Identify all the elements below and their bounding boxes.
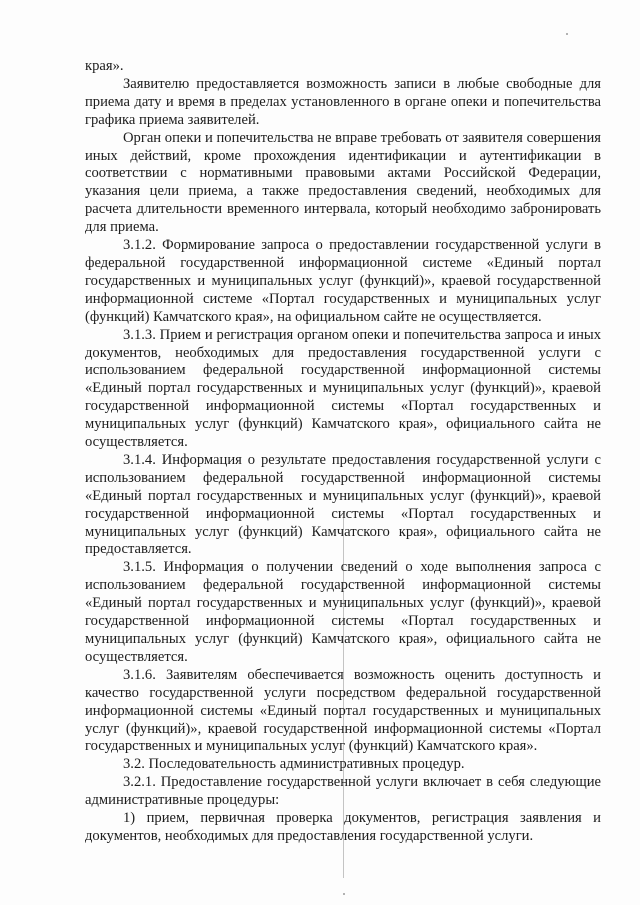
paragraph-3-1-5: 3.1.5. Информация о получении сведений о ходе выполнения запроса с использованием федеральной государственной информационной системы «Единый портал государственных и муниципальных услуг (функций)», краевой государственной информационной системы «Портал государственных и муниципальных услуг (функций) Камчатского края», официального сайта не осуществляется. xyxy=(85,559,601,665)
scan-artifact-line xyxy=(343,518,344,878)
paragraph-continuation: края». xyxy=(85,58,124,74)
scan-speck xyxy=(566,33,568,35)
paragraph-appointment-booking: Заявителю предоставляется возможность записи в любые свободные для приема дату и время в пределах установленного в органе опеки и попечительства графика приема заявителей. xyxy=(85,75,601,128)
paragraph-item-1: 1) прием, первичная проверка документов, регистрация заявления и документов, необходимых для предоставления государственной услуги. xyxy=(85,810,601,844)
paragraph-3-1-2: 3.1.2. Формирование запроса о предоставлении государственной услуги в федеральной государственной информационной системе «Единый портал государственных и муниципальных услуг (функций)», краевой государственной информационной системе «Портал государственных и муниципальных услуг (функций) Камчатского края», на официальном сайте не осуществляется. xyxy=(85,237,601,325)
paragraph-3-2-1: 3.2.1. Предоставление государственной услуги включает в себя следующие административные процедуры: xyxy=(85,774,601,809)
scan-speck xyxy=(343,893,345,895)
paragraph-3-1-3: 3.1.3. Прием и регистрация органом опеки и попечительства запроса и иных документов, необходимых для предоставления государственной услуги с использованием федеральной государственной информационной системы «Единый портал государственных и муниципальных услуг (функций)», краевой государственной информационной системы «Портал государственных и муниципальных услуг (функций) Камчатского края», официального сайта не осуществляется. xyxy=(85,326,601,451)
paragraph-3-2: 3.2. Последовательность административных процедур. xyxy=(123,756,465,773)
paragraph-no-extra-actions: Орган опеки и попечительства не вправе требовать от заявителя совершения иных действий, кроме прохождения идентификации и аутентификации в соответствии с нормативными правовыми актами Российской Федерации, указания цели приема, а также предоставления сведений, необходимых для расчета длительности временного интервала, который необходимо забронировать для приема. xyxy=(85,129,601,236)
paragraph-3-1-4: 3.1.4. Информация о результате предоставления государственной услуги с использованием федеральной государственной информационной системы «Единый портал государственных и муниципальных услуг (функций)», краевой государственной информационной системы «Портал государственных и муниципальных услуг (функций) Камчатского края», официального сайта не предоставляется. xyxy=(85,451,601,558)
paragraph-3-1-6: 3.1.6. Заявителям обеспечивается возможность оценить доступность и качество государственной услуги посредством федеральной государственной информационной системы «Единый портал государственных и муниципальных услуг (функций)», краевой государственной информационной системы «Портал государственных и муниципальных услуг (функций) Камчатского края». xyxy=(85,666,601,755)
